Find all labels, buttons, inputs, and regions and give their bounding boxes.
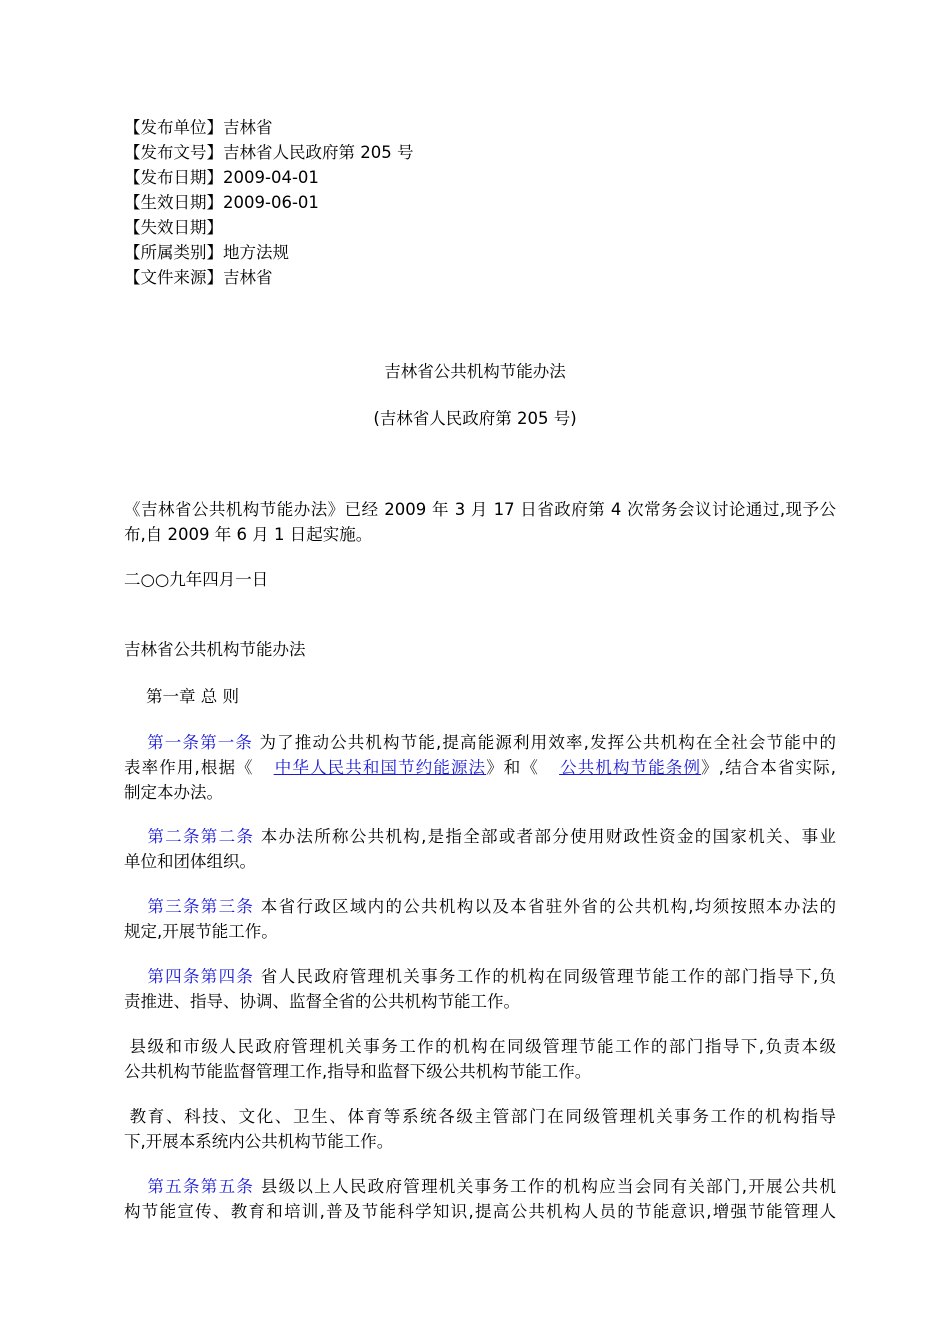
article-5-label[interactable]: 第五条第五条: [146, 1177, 255, 1196]
article-line: [124, 1034, 836, 1059]
preamble-line: 布,自 2009 年 6 月 1 日起实施。: [124, 525, 373, 544]
article-4: [124, 964, 836, 1014]
article-line: [124, 1104, 836, 1129]
meta-label: 【发布日期】: [124, 168, 223, 187]
meta-publisher: [124, 115, 413, 140]
issue-date: [124, 567, 836, 592]
article-text: 下,开展本系统内公共机构节能工作。: [124, 1132, 394, 1151]
body-title-text: 吉林省公共机构节能办法: [124, 640, 306, 659]
article-1-label[interactable]: 第一条第一条: [146, 733, 254, 752]
article-line: [124, 755, 836, 780]
chapter-heading-text: 第一章 总 则: [146, 687, 239, 706]
article-2: [124, 824, 836, 874]
article-line: [124, 894, 836, 919]
article-line: [124, 730, 836, 755]
article-5: [124, 1174, 836, 1224]
chapter-heading: [124, 684, 836, 709]
article-line: [124, 824, 836, 849]
document-metadata: [124, 115, 413, 290]
article-line: [124, 1174, 836, 1199]
meta-label: 【文件来源】: [124, 268, 223, 287]
article-text: 为了推动公共机构节能,提高能源利用效率,发挥公共机构在全社会节能中的: [259, 733, 837, 752]
document-title: 吉林省公共机构节能办法: [384, 362, 566, 381]
article-text: 本省行政区域内的公共机构以及本省驻外省的公共机构,均须按照本办法的: [260, 897, 836, 916]
meta-effective-date: [124, 190, 413, 215]
meta-category: [124, 240, 413, 265]
meta-value: 2009-04-01: [223, 168, 319, 187]
preamble-line: 《吉林省公共机构节能办法》已经 2009 年 3 月 17 日省政府第 4 次常务会议讨论通过,现予公: [124, 500, 836, 519]
meta-doc-number: [124, 140, 413, 165]
issue-date-text: 二○○九年四月一日: [124, 570, 269, 589]
article-text: 省人民政府管理机关事务工作的机构在同级管理节能工作的部门指导下,负: [260, 967, 836, 986]
meta-value: 吉林省: [223, 118, 273, 137]
article-text: 规定,开展节能工作。: [124, 922, 278, 941]
article-1: [124, 730, 836, 805]
article-text: 教育、科技、文化、卫生、体育等系统各级主管部门在同级管理机关事务工作的机构指导: [128, 1107, 836, 1126]
public-institution-regulation-link[interactable]: 公共机构节能条例: [559, 758, 702, 777]
article-text: 表率作用,根据《: [124, 758, 254, 777]
meta-source: [124, 265, 413, 290]
preamble: [124, 497, 836, 547]
article-2-label[interactable]: 第二条第二条: [146, 827, 255, 846]
energy-conservation-law-link[interactable]: 中华人民共和国节约能源法: [273, 758, 487, 777]
meta-expiry-date: [124, 215, 413, 240]
article-line: [124, 964, 836, 989]
article-4-paragraph-3: [124, 1104, 836, 1154]
meta-label: 【发布单位】: [124, 118, 223, 137]
article-text: 县级以上人民政府管理机关事务工作的机构应当会同有关部门,开展公共机: [260, 1177, 836, 1196]
article-3-label[interactable]: 第三条第三条: [146, 897, 255, 916]
meta-publish-date: [124, 165, 413, 190]
article-text: 县级和市级人民政府管理机关事务工作的机构在同级管理节能工作的部门指导下,负责本级: [128, 1037, 836, 1056]
article-text: 单位和团体组织。: [124, 852, 256, 871]
article-text: 本办法所称公共机构,是指全部或者部分使用财政性资金的国家机关、事业: [260, 827, 836, 846]
article-4-paragraph-2: [124, 1034, 836, 1084]
meta-label: 【发布文号】: [124, 143, 223, 162]
article-4-label[interactable]: 第四条第四条: [146, 967, 255, 986]
meta-value: 吉林省人民政府第 205 号: [223, 143, 414, 162]
article-3: [124, 894, 836, 944]
article-text: 公共机构节能监督管理工作,指导和监督下级公共机构节能工作。: [124, 1062, 592, 1081]
meta-value: 地方法规: [223, 243, 289, 262]
article-text: 责推进、指导、协调、监督全省的公共机构节能工作。: [124, 992, 520, 1011]
body-title: [124, 637, 836, 662]
meta-value: 2009-06-01: [223, 193, 319, 212]
document-subtitle: (吉林省人民政府第 205 号): [373, 409, 577, 428]
meta-value: 吉林省: [223, 268, 273, 287]
meta-label: 【所属类别】: [124, 243, 223, 262]
article-text: 》和《: [486, 758, 540, 777]
article-text: 构节能宣传、教育和培训,普及节能科学知识,提高公共机构人员的节能意识,增强节能管理人: [124, 1202, 836, 1221]
article-text: 》,结合本省实际,: [701, 758, 837, 777]
meta-label: 【失效日期】: [124, 218, 223, 237]
article-text: 制定本办法。: [124, 783, 223, 802]
meta-label: 【生效日期】: [124, 193, 223, 212]
